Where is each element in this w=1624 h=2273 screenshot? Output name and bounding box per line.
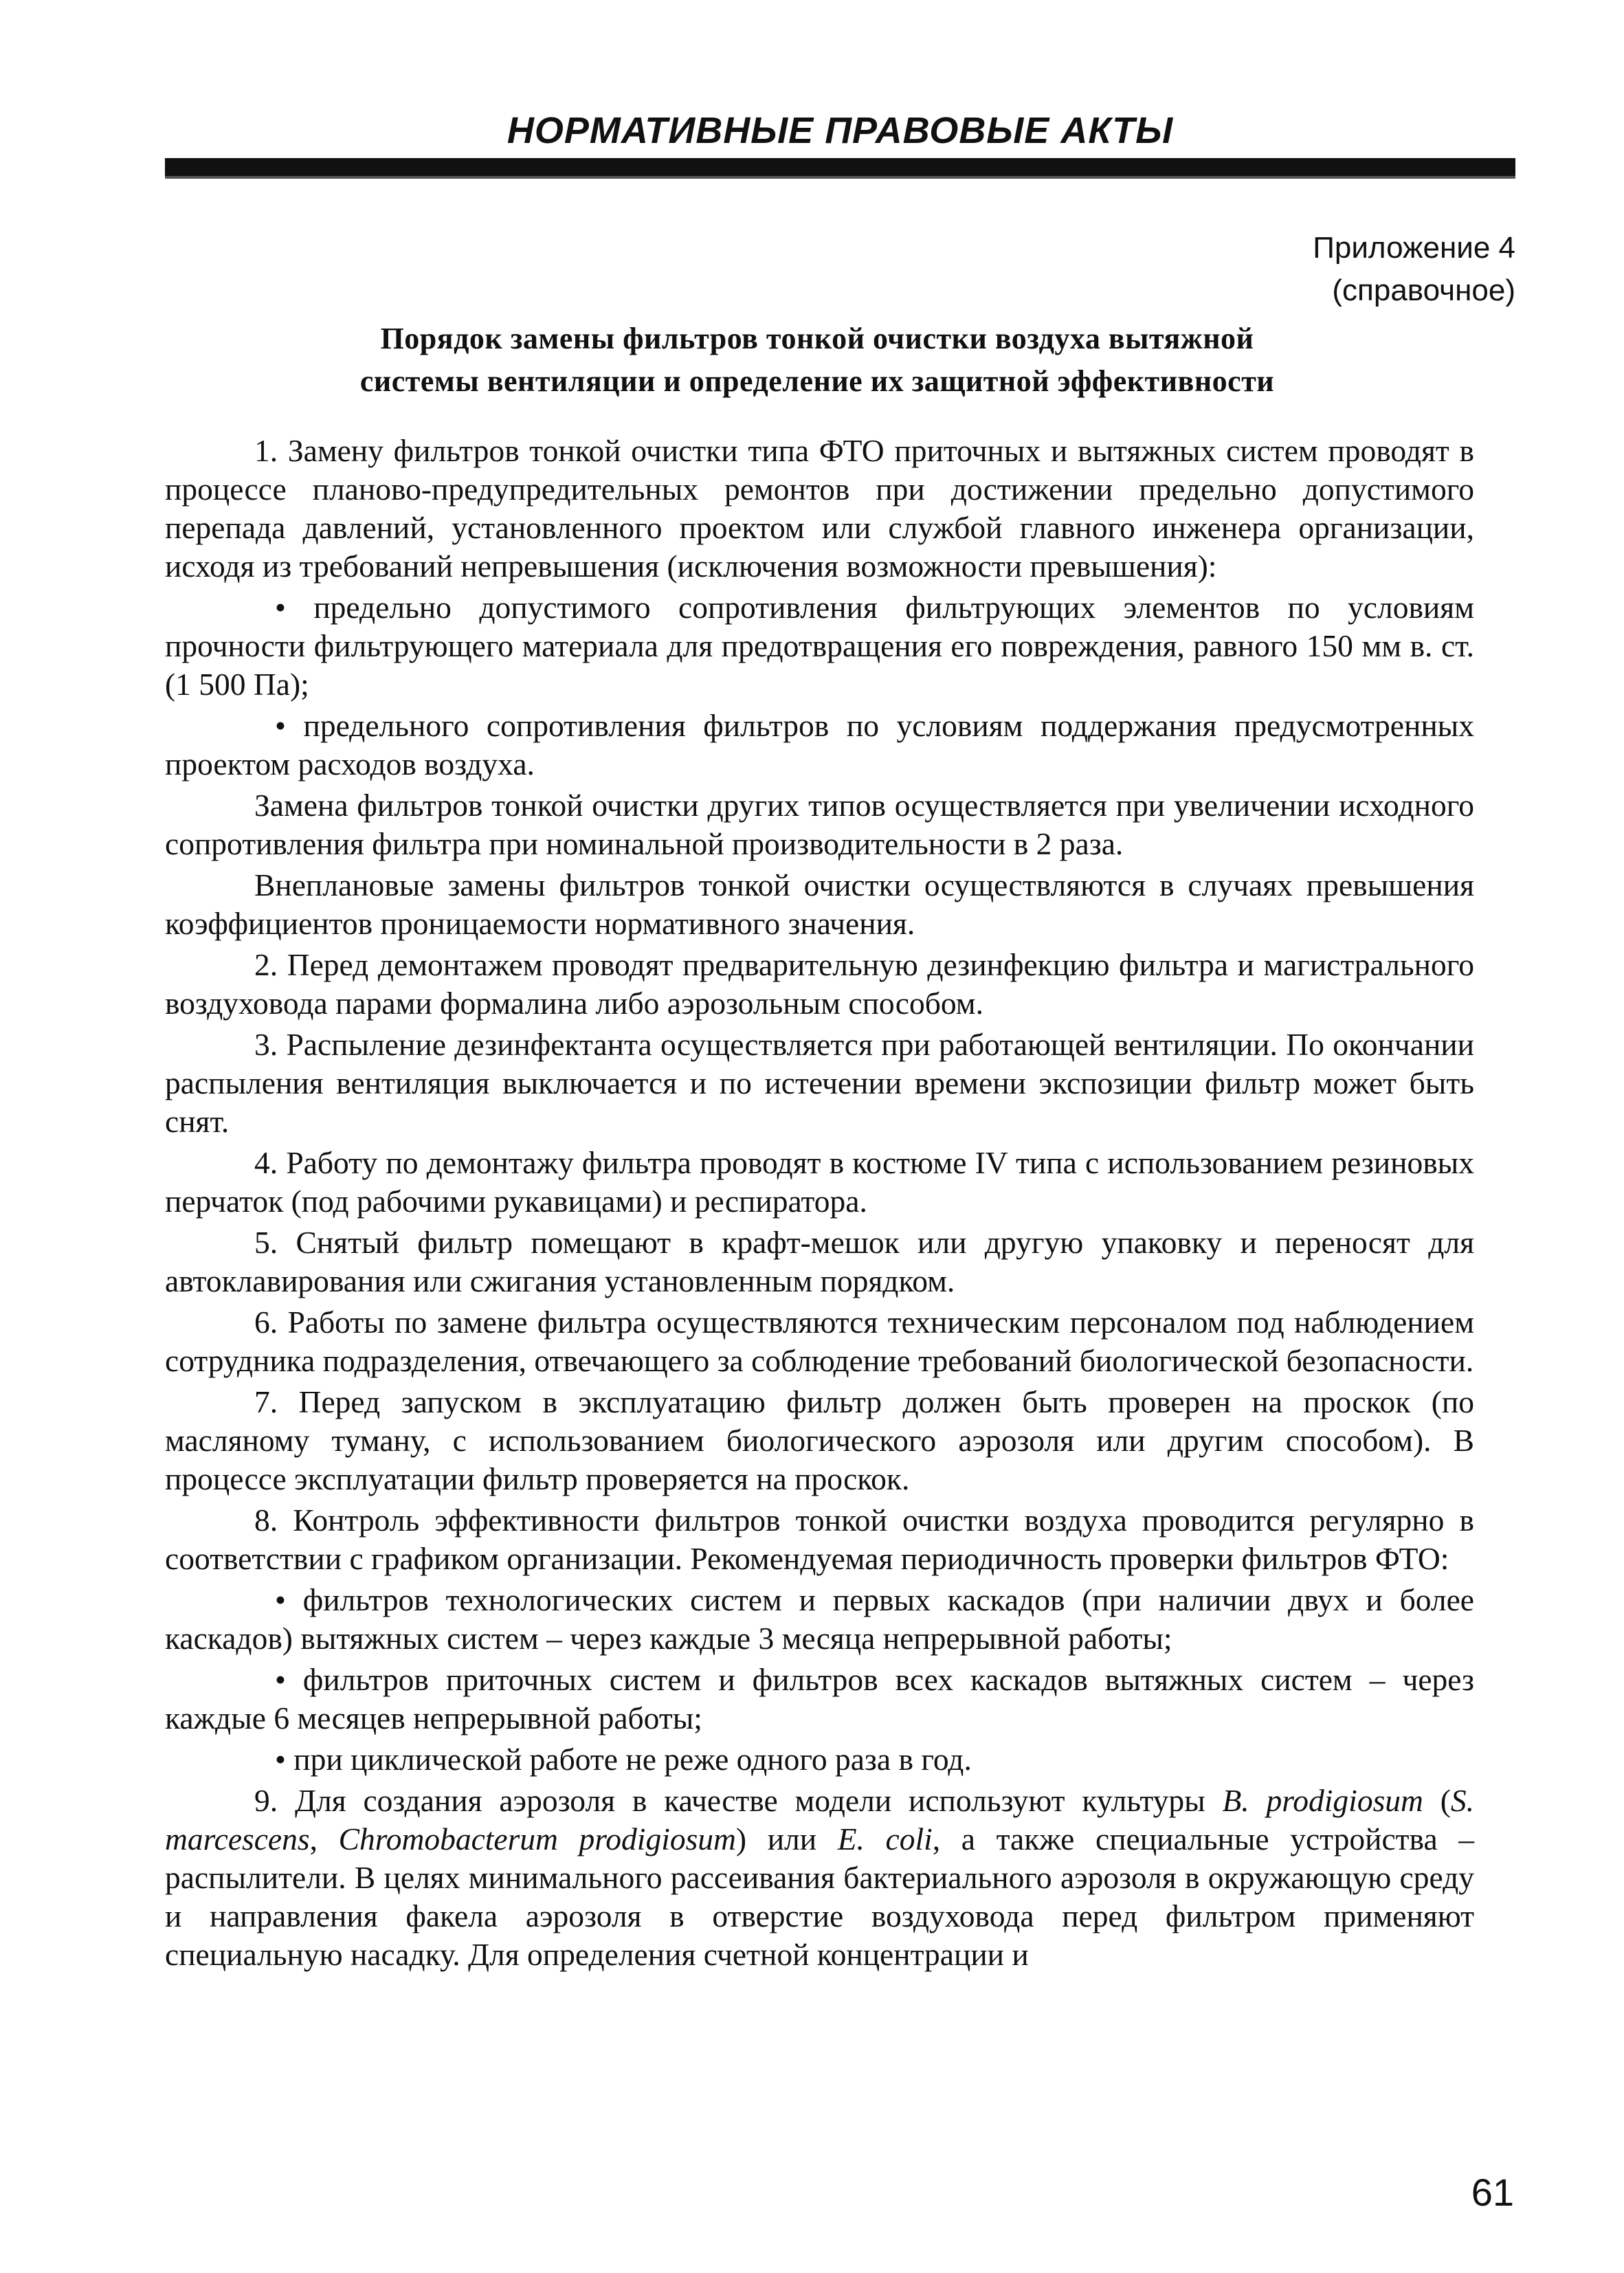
paragraph-9-text: , а также специальные устройства – распылители. В целях минимального рассеивания бактериального аэрозоля в окружающую среду и направления факела аэрозоля в отверстие воздуховода перед фильтром применяют специальную насадку. Для определения счетной концентрации и <box>165 1821 1475 1972</box>
paragraph: 1. Замену фильтров тонкой очистки типа ФТО приточных и вытяжных систем проводят в процессе планово-предупредительных ремонтов при достижении предельно допустимого перепада давлений, установленного проектом или службой главного инженера организации, исходя из требований непревышения (исключения возможности превышения): <box>165 433 1474 584</box>
document-title-line-2: системы вентиляции и определение их защитной эффективности <box>359 364 1275 398</box>
species-name: B. prodigiosum <box>1222 1783 1423 1818</box>
running-header-title: НОРМАТИВНЫЕ ПРАВОВЫЕ АКТЫ <box>507 110 1174 151</box>
document-body <box>165 432 1474 1977</box>
species-name: S. marcescens <box>165 1783 1474 1856</box>
bullet-item: • фильтров технологических систем и первых каскадов (при наличии двух и более каскадов) вытяжных систем – через каждые 3 месяца непрерывной работы; <box>165 1582 1474 1656</box>
paragraph-9-text: , <box>309 1821 339 1856</box>
document-title-line-1: Порядок замены фильтров тонкой очистки воздуха вытяжной <box>380 322 1254 355</box>
bullet-item: • предельного сопротивления фильтров по условиям поддержания предусмотренных проектом расходов воздуха. <box>165 708 1474 781</box>
paragraph-9-text: 9. Для создания аэрозоля в качестве модели используют культуры <box>254 1783 1223 1818</box>
paragraph: 8. Контроль эффективности фильтров тонкой очистки воздуха проводится регулярно в соответствии с графиком организации. Рекомендуемая периодичность проверки фильтров ФТО: <box>165 1503 1474 1576</box>
paragraph-9-text: ) или <box>735 1821 838 1856</box>
document-title <box>165 318 1469 403</box>
paragraph: 5. Снятый фильтр помещают в крафт-мешок или другую упаковку и переносят для автоклавирования или сжигания установленным порядком. <box>165 1225 1474 1298</box>
page-number: 61 <box>1471 2171 1514 2214</box>
paragraph: 7. Перед запуском в эксплуатацию фильтр должен быть проверен на проскок (по масляному туману, с использованием биологического аэрозоля или другим способом). В процессе эксплуатации фильтр проверяется на проскок. <box>165 1384 1474 1496</box>
bullet-item: • предельно допустимого сопротивления фильтрующих элементов по условиям прочности фильтрующего материала для предотвращения его повреждения, равного 150 мм в. ст. (1 500 Па); <box>165 590 1474 702</box>
paragraph: 2. Перед демонтажем проводят предварительную дезинфекцию фильтра и магистрального воздуховода парами формалина либо аэрозольным способом. <box>165 947 1474 1021</box>
header-rule <box>165 158 1515 179</box>
bullet-item: • фильтров приточных систем и фильтров всех каскадов вытяжных систем – через каждые 6 месяцев непрерывной работы; <box>165 1662 1474 1736</box>
appendix-type: (справочное) <box>1332 274 1515 307</box>
appendix-label <box>1313 227 1515 312</box>
paragraph: 6. Работы по замене фильтра осуществляются техническим персоналом под наблюдением сотрудника подразделения, отвечающего за соблюдение требований биологической безопасности. <box>165 1305 1474 1378</box>
paragraph: 3. Распыление дезинфектанта осуществляется при работающей вентиляции. По окончании распыления вентиляция выключается и по истечении времени экспозиции фильтр может быть снят. <box>165 1027 1474 1139</box>
paragraph-9 <box>165 1782 1474 1974</box>
appendix-number: Приложение 4 <box>1313 231 1515 265</box>
paragraph: Внеплановые замены фильтров тонкой очистки осуществляются в случаях превышения коэффициентов проницаемости нормативного значения. <box>165 867 1474 941</box>
species-name: E. coli <box>837 1821 933 1856</box>
species-name: Chromobacterum prodigiosum <box>338 1821 736 1856</box>
bullet-item: • при циклической работе не реже одного раза в год. <box>275 1742 972 1777</box>
paragraph-9-text: ( <box>1423 1783 1451 1818</box>
running-header <box>165 110 1515 179</box>
paragraph: 4. Работу по демонтажу фильтра проводят в костюме IV типа с использованием резиновых перчаток (под рабочими рукавицами) и респиратора. <box>165 1145 1474 1219</box>
paragraph: Замена фильтров тонкой очистки других типов осуществляется при увеличении исходного сопротивления фильтра при номинальной производительности в 2 раза. <box>165 788 1474 861</box>
